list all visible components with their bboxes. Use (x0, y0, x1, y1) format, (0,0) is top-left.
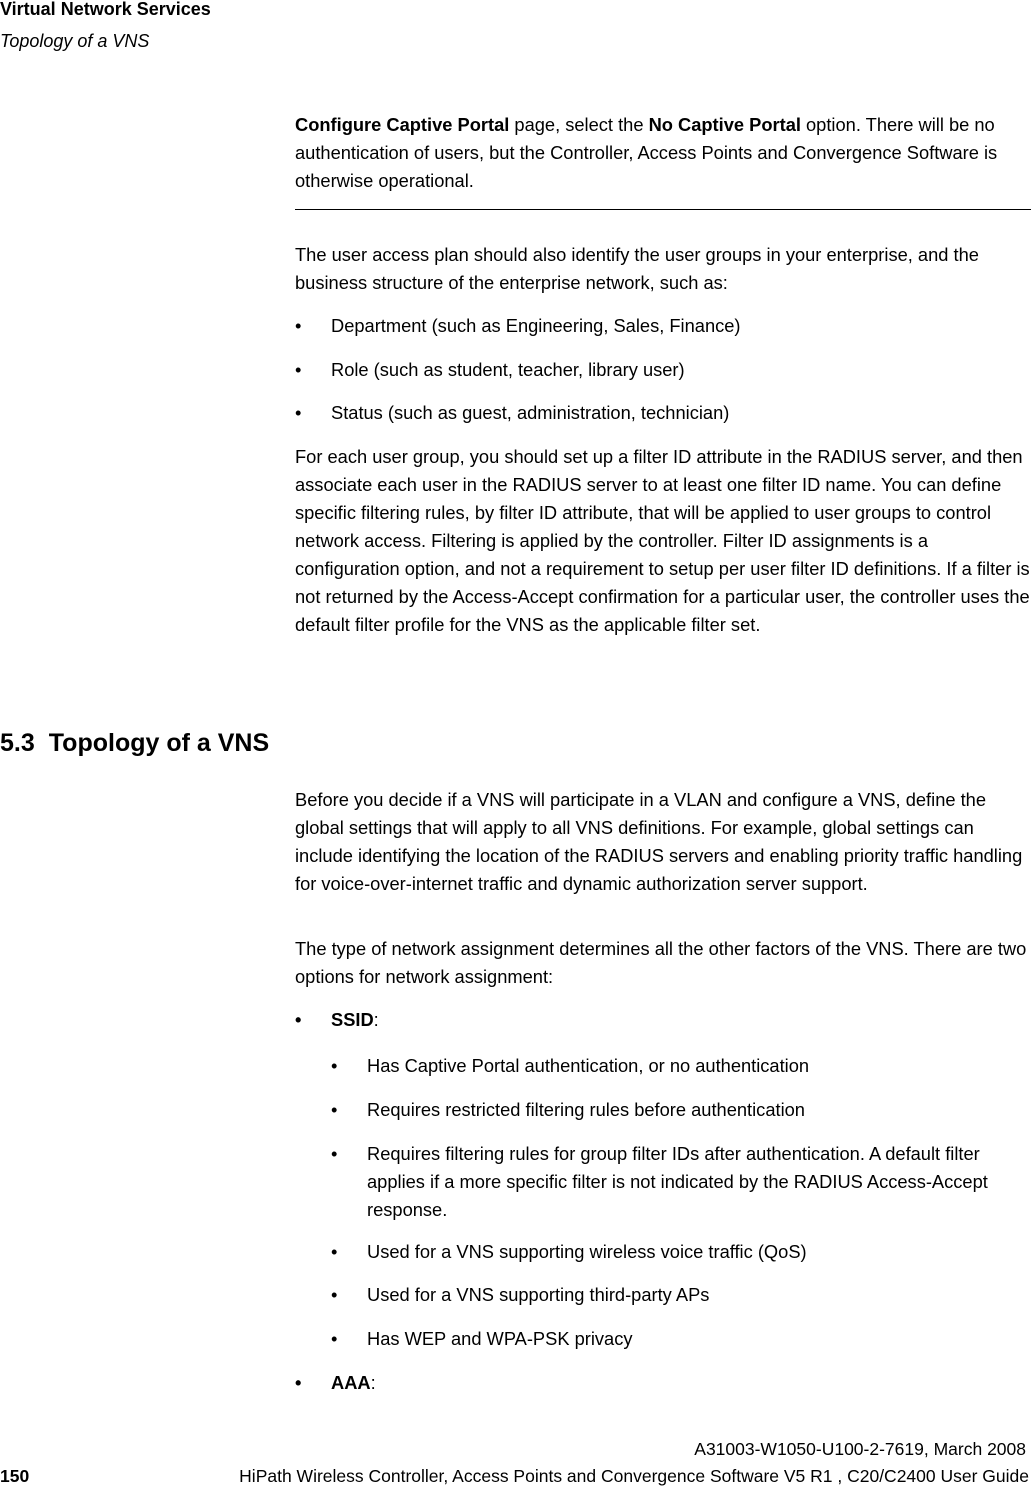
section-number: 5.3 (0, 729, 35, 757)
horizontal-divider (295, 209, 1031, 210)
ssid-colon: : (373, 1009, 379, 1030)
list-item-text: Has Captive Portal authentication, or no authentication (367, 1055, 810, 1076)
user-access-paragraph (295, 241, 1031, 297)
list-item-text: Requires filtering rules for group filter IDs after authentication. A default filter applies if a more specific filter is not indicated by the RADIUS Access-Accept response. (367, 1143, 988, 1220)
intro-bold-no-captive: No Captive Portal (648, 114, 801, 135)
bullet-icon: • (331, 1328, 338, 1349)
list-item-text: Has WEP and WPA-PSK privacy (367, 1328, 633, 1349)
list-item-text: Department (such as Engineering, Sales, Finance) (331, 315, 741, 336)
bullet-icon: • (331, 1055, 338, 1076)
list-item-text: Used for a VNS supporting wireless voice traffic (QoS) (367, 1241, 807, 1262)
bullet-icon: • (295, 315, 302, 336)
network-assignment-paragraph (295, 935, 1031, 991)
list-item-text: Used for a VNS supporting third-party APs (367, 1284, 710, 1305)
bullet-icon: • (295, 402, 302, 423)
section-heading (0, 726, 269, 760)
aaa-colon: : (370, 1372, 376, 1393)
ssid-label: SSID (331, 1009, 374, 1030)
filter-id-text: For each user group, you should set up a filter ID attribute in the RADIUS server, and then associate each user in the RADIUS server to at least one filter ID name. You can define specific filtering rules, by filter ID attribute, that will be applied to user groups to control network access. Filtering is applied by the controller. Filter ID assignments is a configuration option, and not a requirement to setup per user filter ID definitions. If a filter is not returned by the Access-Accept confirmation for a particular user, the controller uses the default filter profile for the VNS as the applicable filter set. (295, 446, 1030, 635)
vns-global-text: Before you decide if a VNS will participate in a VLAN and configure a VNS, define the global settings that will apply to all VNS definitions. For example, global settings can include identifying the location of the RADIUS servers and enabling priority traffic handling for voice-over-internet traffic and dynamic authorization server support. (295, 789, 1023, 894)
bullet-icon: • (331, 1099, 338, 1120)
list-item-text: Status (such as guest, administration, technician) (331, 402, 730, 423)
user-access-text: The user access plan should also identify the user groups in your enterprise, and the business structure of the enterprise network, such as: (295, 244, 979, 293)
aaa-label: AAA (331, 1372, 371, 1393)
section-title: Topology of a VNS (48, 729, 270, 757)
intro-text-2: option. There will be no authentication of users, but the Controller, Access Points and Convergence Software is otherwise operational. (295, 114, 998, 191)
bullet-icon: • (295, 1009, 302, 1030)
running-header-section: Topology of a VNS (0, 31, 150, 51)
bullet-icon: • (295, 359, 302, 380)
running-header-chapter: Virtual Network Services (0, 0, 211, 19)
bullet-icon: • (331, 1284, 338, 1305)
intro-text-1: page, select the (509, 114, 649, 135)
page-number: 150 (0, 1466, 30, 1486)
vns-global-paragraph (295, 786, 1031, 898)
bullet-icon: • (295, 1372, 302, 1393)
list-item-text: Requires restricted filtering rules before authentication (367, 1099, 805, 1120)
network-assignment-text: The type of network assignment determines all the other factors of the VNS. There are two options for network assignment: (295, 938, 1027, 987)
intro-bold-configure: Configure Captive Portal (295, 114, 510, 135)
list-item-text: Role (such as student, teacher, library user) (331, 359, 685, 380)
filter-id-paragraph (295, 443, 1031, 639)
footer-document-id: A31003-W1050-U100-2-7619, March 2008 (694, 1439, 1026, 1459)
bullet-icon: • (331, 1143, 338, 1164)
bullet-icon: • (331, 1241, 338, 1262)
intro-paragraph (295, 111, 1031, 195)
footer-manual-title: HiPath Wireless Controller, Access Points and Convergence Software V5 R1 , C20/C2400 User Guide (239, 1466, 1029, 1486)
